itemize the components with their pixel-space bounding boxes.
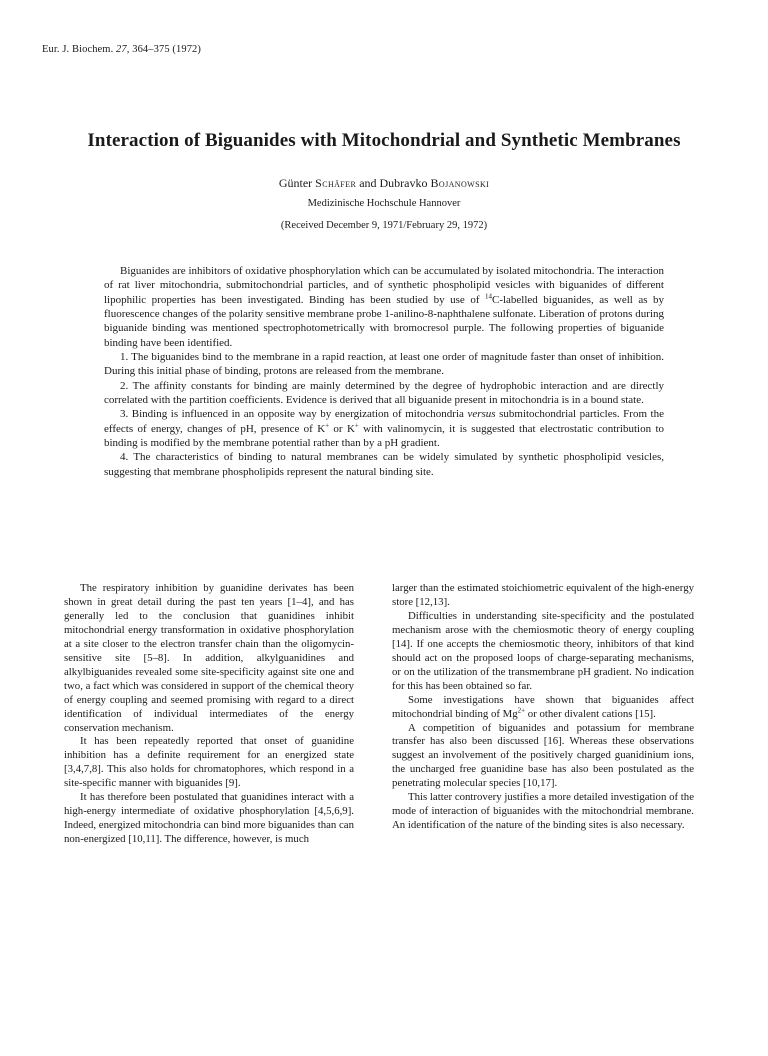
author-1-first: Günter bbox=[278, 176, 313, 190]
journal-volume: 27, bbox=[116, 44, 130, 55]
author-2-last: Bojanowski bbox=[430, 176, 490, 190]
abstract-paragraph: Biguanides are inhibitors of oxidative phosphorylation which can be accumulated by isolated mitochondria. The interaction of rat liver mitochondria, submitochondrial particles, and of synthetic phospholipid vesicles with biguanides of different lipophilic properties has been investigated. Binding has been studied by use of $^{14}$C-labelled biguanides, as well as by fluorescence changes of the polarity sensitive membrane probe 1-anilino-8-naphthalene sulfonate. Liberation of protons during biguanide binding was mentioned spectrophotometrically with bromocresol purple. The following properties of biguanide binding have been identified. bbox=[104, 265, 664, 349]
abstract-paragraph: 1. The biguanides bind to the membrane in a rapid reaction, at least one order of magnitude faster than onset of inhibition. During this initial phase of binding, protons are released from the membrane. bbox=[104, 351, 664, 378]
author-line bbox=[0, 176, 768, 191]
abstract-paragraph: 2. The affinity constants for binding are mainly determined by the degree of hydrophobic interaction and are directly correlated with the partition coefficients. Evidence is derived that all biguanide present in mitochondria is in a bound state. bbox=[104, 379, 664, 407]
body-paragraph: Difficulties in understanding site-specificity and the postulated mechanism arose with the chemiosmotic theory of energy coupling [14]. If one accepts the chemiosmotic theory, inhibitors of that kind should act on the proposed loops of charge-separating mechanisms, or on the utilization of the transmembrane pH gradient. No indication for this has been obtained so far. bbox=[392, 609, 694, 692]
paper-title: Interaction of Biguanides with Mitochondrial and Synthetic Membranes bbox=[87, 130, 681, 151]
body-paragraph: A competition of biguanides and potassium for membrane transfer has also been discussed [16]. Whereas these observations suggest an involvement of the positively charged guanidinium ions, the uncharged free guanidine base has also been postulated as the penetrating molecular species [10,17]. bbox=[392, 721, 694, 790]
abstract-paragraph: 3. Binding is influenced in an opposite way by energization of mitochondria versus submitochondrial particles. From the effects of energy, changes of pH, presence of K+ or K+ with valinomycin, it is suggested that electrostatic contribution to binding is modified by the membrane potential rather than by a pH gradient. bbox=[104, 408, 664, 450]
abstract-paragraph: 4. The characteristics of binding to natural membranes can be widely simulated by synthetic phospholipid vesicles, suggesting that membrane phospholipids represent the natural binding site. bbox=[104, 451, 664, 478]
journal-pages: 364–375 (1972) bbox=[132, 44, 201, 55]
body-paragraph: This latter controvery justifies a more detailed investigation of the mode of interaction of biguanides with the mitochondrial membrane. An identification of the nature of the binding sites is also necessary. bbox=[392, 791, 694, 832]
body-column-left bbox=[64, 582, 354, 847]
author-1-last: Schäfer bbox=[315, 176, 357, 190]
received-dates: (Received December 9, 1971/February 29, 1972) bbox=[280, 220, 488, 231]
author-2-first: Dubravko bbox=[379, 176, 428, 190]
affiliation: Medizinische Hochschule Hannover bbox=[307, 198, 461, 209]
author-and: and bbox=[359, 176, 377, 190]
abstract bbox=[104, 264, 664, 479]
body-paragraph-continued: larger than the estimated stoichiometric equivalent of the high-energy store [12,13]. bbox=[392, 582, 694, 608]
body-paragraph: Some investigations have shown that biguanides affect mitochondrial binding of $Mg^{2+}$ or other divalent cations [15]. bbox=[392, 693, 694, 720]
body-column-right bbox=[392, 582, 694, 833]
body-paragraph: It has been repeatedly reported that onset of guanidine inhibition has a definite requirement for an energized state [3,4,7,8]. This also holds for chromatophores, which respond in a site-specific manner with biguanides [9]. bbox=[64, 735, 354, 790]
body-paragraph: It has therefore been postulated that guanidines interact with a high-energy intermediate of oxidative phosphorylation [4,5,6,9]. Indeed, energized mitochondria can bind more biguanides than can non-energized [10,11]. The difference, however, is much bbox=[64, 791, 354, 846]
journal-reference bbox=[42, 44, 201, 55]
journal-name: Eur. J. Biochem. bbox=[42, 44, 114, 55]
body-paragraph: The respiratory inhibition by guanidine derivates has been shown in great detail during the past ten years [1–4], and has generally led to the conclusion that guanidines inhibit mitochondrial energy transformation in oxidative phosphorylation at a site closer to the electron transfer chain than the oligomycin-sensitive site [5–8]. In addition, alkylguanidines and alkylbiguanides revealed some site-specificity against site one and two, a fact which was considered in support of the chemical theory of energy coupling and seemed promising with regard to a direct identification of individual intermediates of the energy conservation mechanism. bbox=[64, 582, 354, 734]
